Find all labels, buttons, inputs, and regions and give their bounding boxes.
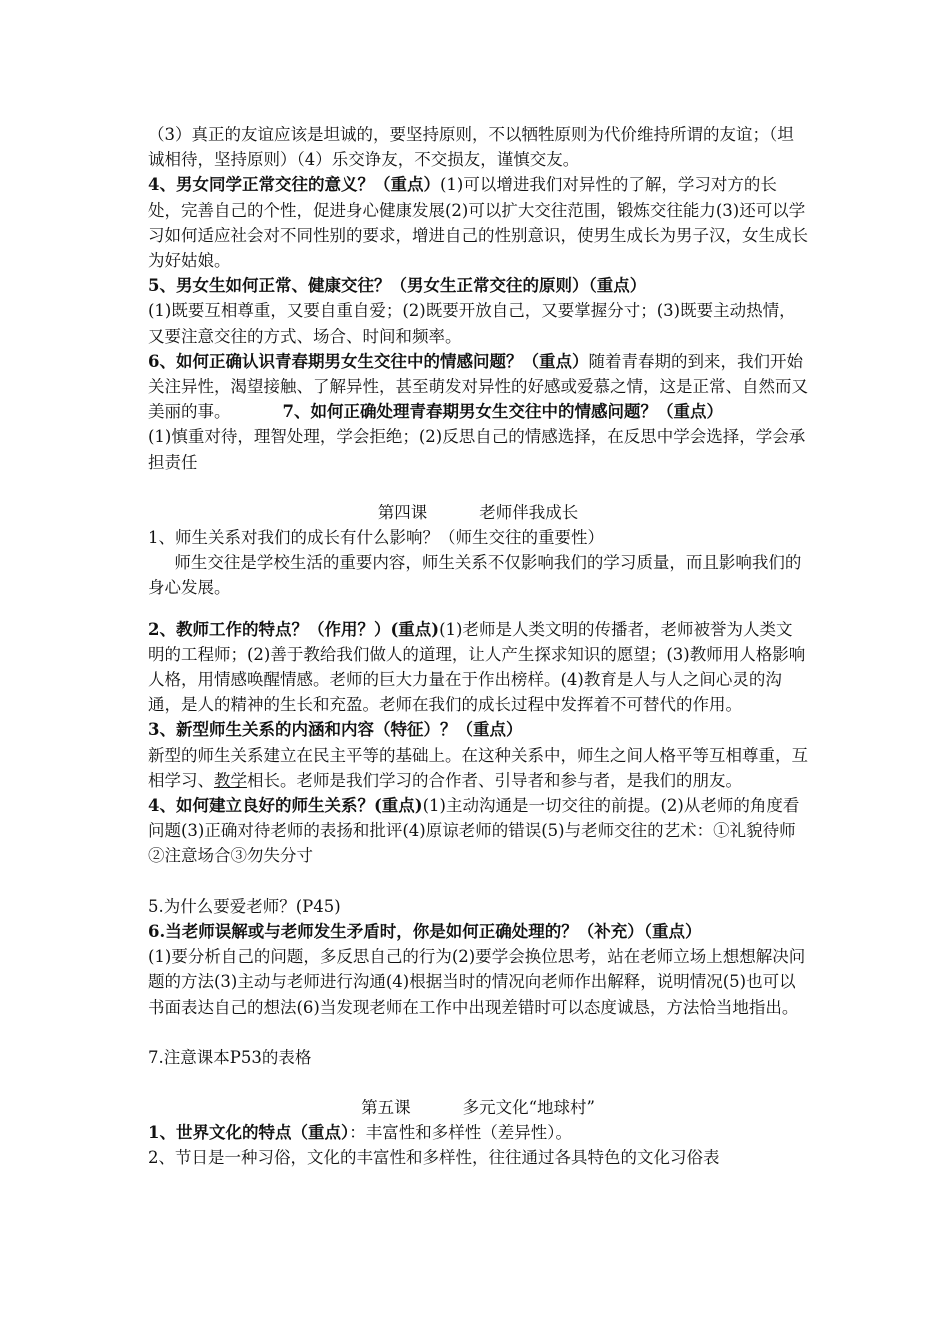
lesson-5-question-1-paragraph bbox=[148, 1120, 808, 1145]
question-4-paragraph bbox=[148, 172, 808, 273]
question-5-heading: 5、男女生如何正常、健康交往？（男女生正常交往的原则）（重点） bbox=[148, 276, 647, 296]
lesson-5-name: 多元文化“地球村” bbox=[462, 1097, 595, 1117]
document-page bbox=[148, 122, 808, 1171]
lesson-5-title bbox=[148, 1095, 808, 1120]
question-7-heading: 7、如何正确处理青春期男女生交往中的情感问题？（重点） bbox=[282, 402, 723, 422]
lesson-4-question-6-body: (1)要分析自己的问题，多反思自己的行为(2)要学会换位思考，站在老师立场上想想解决问题的方法(3)主动与老师进行沟通(4)根据当时的情况向老师作出解释，说明情况(5)也可以书面表达自己的想法(6)当发现老师在工作中出现差错时可以态度诚恳，方法恰当地指出。 bbox=[148, 947, 806, 1017]
lesson-5-question-2: 2、节日是一种习俗，文化的丰富性和多样性，往往通过各具特色的文化习俗表 bbox=[148, 1148, 720, 1168]
lesson-4-question-5: 5.为什么要爱老师？(P45) bbox=[148, 896, 341, 916]
lesson-4-title bbox=[148, 500, 808, 525]
lesson-4-question-4-paragraph bbox=[148, 793, 808, 869]
lesson-4-question-3-body-b: 相长。老师是我们学习的合作者、引导者和参与者，是我们的朋友。 bbox=[247, 770, 742, 790]
lesson-4-question-3-body bbox=[148, 743, 808, 793]
lesson-4-question-2-paragraph bbox=[148, 617, 808, 718]
question-4-heading: 4、男女同学正常交往的意义？（重点） bbox=[148, 175, 440, 195]
question-7-body: (1)慎重对待，理智处理，学会拒绝；(2)反思自己的情感选择，在反思中学会选择，学会承担责任 bbox=[148, 427, 806, 472]
question-6-body: 随着青春期的到来，我们开始关注异性，渴望接触、了解异性，甚至萌发对异性的好感或爱慕之情，这是正常、自然而又美丽的事。 bbox=[148, 351, 808, 422]
lesson-4-question-1-body: 师生交往是学校生活的重要内容，师生关系不仅影响我们的学习质量，而且影响我们的身心发展。 bbox=[148, 553, 802, 598]
question-6-heading: 6、如何正确认识青春期男女生交往中的情感问题？（重点） bbox=[148, 351, 589, 371]
lesson-4-number: 第四课 bbox=[377, 502, 428, 522]
lesson-4-question-3-heading: 3、新型师生关系的内涵和内容（特征）？（重点） bbox=[148, 720, 523, 740]
lesson-4-question-1-heading: 1、师生关系对我们的成长有什么影响？（师生交往的重要性） bbox=[148, 528, 604, 548]
question-5-body: (1)既要互相尊重，又要自重自爱；(2)既要开放自己，又要掌握分寸；(3)既要主动热情，又要注意交往的方式、场合、时间和频率。 bbox=[148, 301, 796, 346]
lesson-4-question-7: 7.注意课本P53的表格 bbox=[148, 1047, 312, 1067]
question-4-body: (1)可以增进我们对异性的了解，学习对方的长处，完善自己的个性，促进身心健康发展(2)可以扩大交往范围，锻炼交往能力(3)还可以学习如何适应社会对不同性别的要求，增进自己的性别意识，使男生成长为男子汉，女生成长为好姑娘。 bbox=[148, 175, 808, 271]
lesson-4-question-2-body: (1)老师是人类文明的传播者，老师被誉为人类文明的工程师；(2)善于教给我们做人的道理，让人产生探求知识的愿望；(3)教师用人格影响人格，用情感唤醒情感。老师的巨大力量在于作出榜样。(4)教育是人与人之间心灵的沟通，是人的精神的生长和充盈。老师在我们的成长过程中发挥着不可替代的作用。 bbox=[148, 619, 806, 715]
lesson-4-question-6-heading: 6.当老师误解或与老师发生矛盾时，你是如何正确处理的？（补充）（重点） bbox=[148, 921, 702, 941]
question-6-7-paragraph bbox=[148, 349, 808, 425]
lesson-4-name: 老师伴我成长 bbox=[479, 502, 579, 522]
lesson-5-question-1-heading: 1、世界文化的特点（重点） bbox=[148, 1123, 350, 1143]
lesson-5-question-1-body: ：丰富性和多样性（差异性）。 bbox=[349, 1123, 572, 1143]
lesson-4-question-2-heading: 2、教师工作的特点？（作用？）(重点) bbox=[148, 619, 440, 639]
underlined-word: 教学 bbox=[214, 770, 247, 790]
lesson-4-question-3-body-a: 新型的师生关系建立在民主平等的基础上。在这种关系中，师生之间人格平等互相尊重，互相学习、 bbox=[148, 745, 808, 790]
lesson-5-number: 第五课 bbox=[361, 1097, 411, 1117]
lesson-4-question-4-heading: 4、如何建立良好的师生关系？(重点) bbox=[148, 796, 423, 816]
lesson-4-question-4-body: (1)主动沟通是一切交往的前提。(2)从老师的角度看问题(3)正确对待老师的表扬和批评(4)原谅老师的错误(5)与老师交往的艺术：①礼貌待师②注意场合③勿失分寸 bbox=[148, 796, 800, 866]
friendship-principle-paragraph: （3）真正的友谊应该是坦诚的，要坚持原则，不以牺牲原则为代价维持所谓的友谊；（坦诚相待，坚持原则）（4）乐交诤友，不交损友，谨慎交友。 bbox=[148, 125, 794, 170]
